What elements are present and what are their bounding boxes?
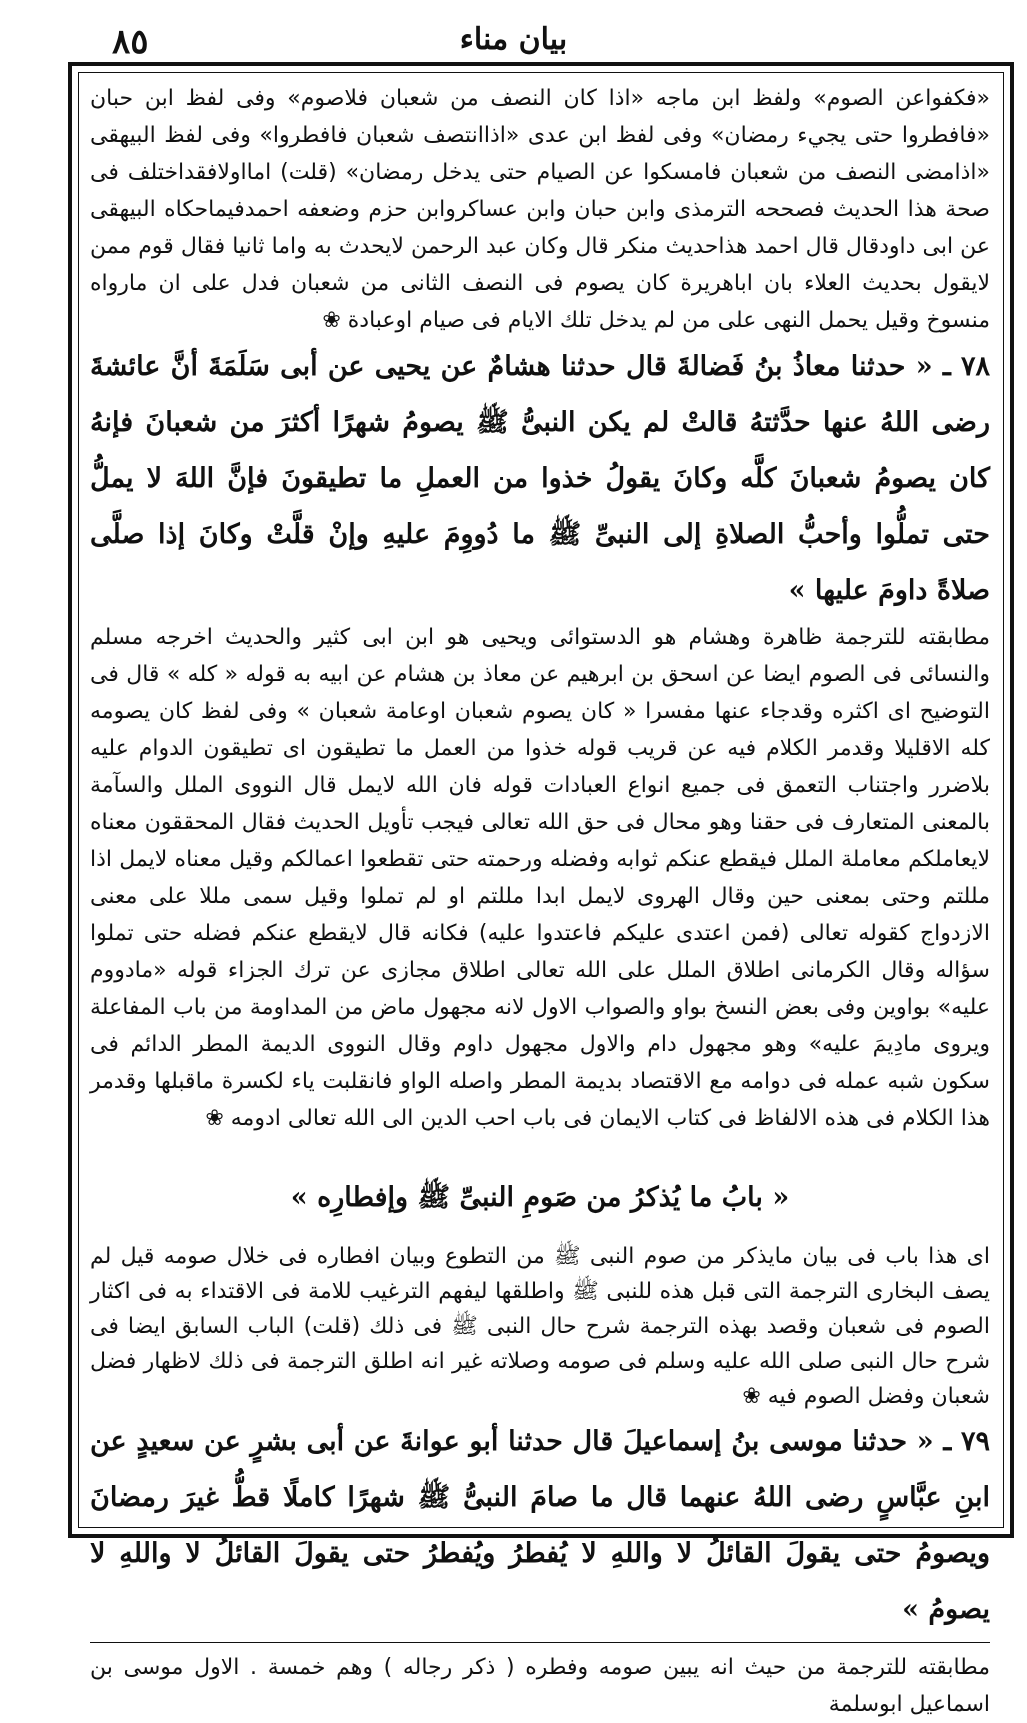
hadith-78-text: ٧٨ ـ « حدثنا معاذُ بنُ فَضالةَ قال حدثنا هشامٌ عن يحيى عن أبى سَلَمَةَ أنَّ عائشةَ رضى اللهُ عنها حدَّثتهُ قالتْ لم يكن النبىُّ ﷺ يصومُ شهرًا أكثرَ من شعبانَ فإنهُ كان يصومُ شعبانَ كلَّه وكانَ يقولُ خذوا من العملِ ما تطيقونَ فإنَّ اللهَ لا يملُّ حتى تملُّوا وأحبُّ الصلاةِ إلى النبىِّ ﷺ ما دُووِمَ عليهِ وإنْ قلَّتْ وكانَ إذا صلَّى صلاةً داومَ عليها » [90,351,990,606]
commentary-paragraph: مطابقته للترجمة ظاهرة وهشام هو الدستوائى ويحيى هو ابن ابى كثير والحديث اخرجه مسلم والنسائى فى الصوم ايضا عن اسحق بن ابرهيم عن معاذ بن هشام عن ابيه به قوله « كله » قال فى التوضيح اى اكثره وقدجاء عنها مفسرا « كان يصوم شعبان اوعامة شعبان » وفى لفظ كان يصومه كله الاقليلا وقدمر الكلام فيه عن قريب قوله خذوا من العمل ما تطيقون اى تطيقون الدوام عليه بلاضرر واجتناب التعمق فى جميع انواع العبادات قوله فان الله لايمل قال النووى الملل والسآمة بالمعنى المتعارف فى حقنا وهو محال فى حق الله تعالى فيجب تأويل الحديث فقال المحققون معناه لايعاملكم معاملة الملل فيقطع عنكم ثوابه وفضله ورحمته حتى تقطعوا اعمالكم وقيل معناه لايمل اذا مللتم وحتى بمعنى حين وقال الهروى لايمل ابدا مللتم او لم تملوا وقيل سمى مللا على معنى الازدواج كقوله تعالى (فمن اعتدى عليكم فاعتدوا عليه) فكانه قال لايقطع عنكم فضله حتى تملوا سؤاله وقال الكرمانى اطلاق الملل على الله تعالى اطلاق مجازى عن ترك الجزاء قوله «مادووم عليه» بواوين وفى بعض النسخ بواو والصواب الاول لانه مجهول ماض من المداومة من باب المفاعلة ويروى مادِيمَ عليه» وهو مجهول دام والاول مجهول داوم وقال النووى الديمة المطر الدائم فى سكون شبه عمله فى دوامه مع الاقتصاد بديمة المطر واصله الواو فانقلبت ياء لكسرة ماقبلها وقدمر هذا الكلام فى هذه الالفاظ فى كتاب الايمان فى باب احب الدين الى الله تعالى ادومه ❀ [90,625,990,1131]
page-body [90,80,990,1717]
chapter-heading: « بابُ ما يُذكرُ من صَومِ النبىِّ ﷺ وإفطارِه » [290,1182,790,1213]
commentary-paragraph: مطابقته للترجمة من حيث انه يبين صومه وفطره ( ذكر رجاله ) وهم خمسة . الاول موسى بن اسماعيل ابوسلمة [90,1655,990,1717]
hadith-79-text: ٧٩ ـ « حدثنا موسى بنُ إسماعيلَ قال حدثنا أبو عوانةَ عن أبى بشرٍ عن سعيدٍ عن ابنِ عبَّاسٍ رضى اللهُ عنهما قال ما صامَ النبىُّ ﷺ شهرًا كاملًا قطُّ غيرَ رمضانَ ويصومُ حتى يقولَ القائلُ لا واللهِ لا يُفطرُ ويُفطرُ حتى يقولَ القائلُ لا واللهِ لا يصومُ » [90,1426,990,1625]
commentary-paragraph: اى هذا باب فى بيان مايذكر من صوم النبى ﷺ من التطوع وبيان افطاره فى خلال صومه قيل لم يصف البخارى الترجمة التى قبل هذه للنبى ﷺ واطلقها ليفهم الترغيب للامة فى الاقتداء به فى اكثار الصوم فى شعبان وقصد بهذه الترجمة شرح حال النبى ﷺ فى ذلك (قلت) الباب السابق ايضا فى شرح حال النبى صلى الله عليه وسلم فى صومه وصلاته غير انه اطلق الترجمة فى ذلك لاظهار فضل شعبان وفضل الصوم فيه ❀ [90,1244,990,1409]
commentary-paragraph: «فكفواعن الصوم» ولفظ ابن ماجه «اذا كان النصف من شعبان فلاصوم» وفى لفظ ابن حبان «فافطروا حتى يجيء رمضان» وفى لفظ ابن عدى «اذاانتصف شعبان فافطروا» وفى لفظ البيهقى «اذامضى النصف من شعبان فامسكوا عن الصيام حتى يدخل رمضان» (قلت) امااولافقداختلف فى صحة هذا الحديث فصححه الترمذى وابن حبان وابن عساكروابن حزم وضعفه احمدفيماحكاه البيهقى عن ابى داودقال قال احمد هذاحديث منكر قال وكان عبد الرحمن لايحدث به واما ثانيا فقال قوم ممن لايقول بحديث العلاء بان اباهريرة كان يصوم فى النصف الثانى من شعبان فدل على ان مارواه منسوخ وقيل يحمل النهى على من لم يدخل تلك الايام فى صيام اوعبادة ❀ [90,86,990,333]
divider-line [90,1642,990,1643]
running-header: بيان مناء [459,22,568,57]
page-number: ٨٥ [112,22,149,62]
